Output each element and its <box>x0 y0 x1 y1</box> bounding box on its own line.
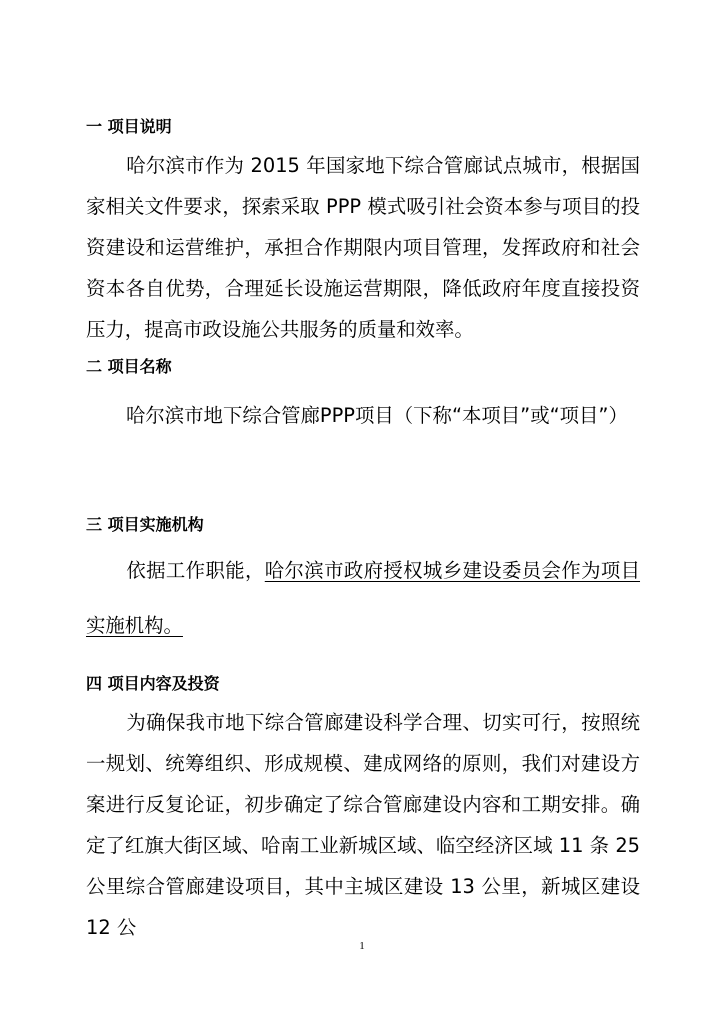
section-1-text: 哈尔滨市作为 2015 年国家地下综合管廊试点城市，根据国家相关文件要求，探索采取 PPP 模式吸引社会资本参与项目的投资建设和运营维护，承担合作期限内项目管理，发挥政府和社会资本各自优势，合理延长设施运营期限，降低政府年度直接投资压力，提高市政设施公共服务的质量和效率。 <box>86 154 640 341</box>
section-2-heading: 二 项目名称 <box>86 357 172 376</box>
section-4-body <box>86 702 640 948</box>
section-1-body <box>86 145 640 350</box>
section-3-body <box>86 543 640 653</box>
section-3-text-lead: 依据工作职能， <box>126 559 265 582</box>
section-3-text-underlined: 哈尔滨市政府授权城乡建设委员会作为项目实施机构。 <box>86 559 641 637</box>
section-1-heading: 一 项目说明 <box>86 117 172 136</box>
section-4-heading: 四 项目内容及投资 <box>86 674 220 693</box>
section-2-text: 哈尔滨市地下综合管廊PPP项目（下称“本项目”或“项目”） <box>126 404 628 427</box>
section-4-text: 为确保我市地下综合管廊建设科学合理、切实可行，按照统一规划、统筹组织、形成规模、建成网络的原则，我们对建设方案进行反复论证，初步确定了综合管廊建设内容和工期安排。确定了红旗大街区域、哈南工业新城区域、临空经济区域 11 条 25 公里综合管廊建设项目，其中主城区建设 13 公里，新城区建设 12 公 <box>86 711 640 939</box>
page-number: 1 <box>359 940 365 952</box>
section-2-body <box>86 388 640 443</box>
section-3-heading: 三 项目实施机构 <box>86 515 204 534</box>
